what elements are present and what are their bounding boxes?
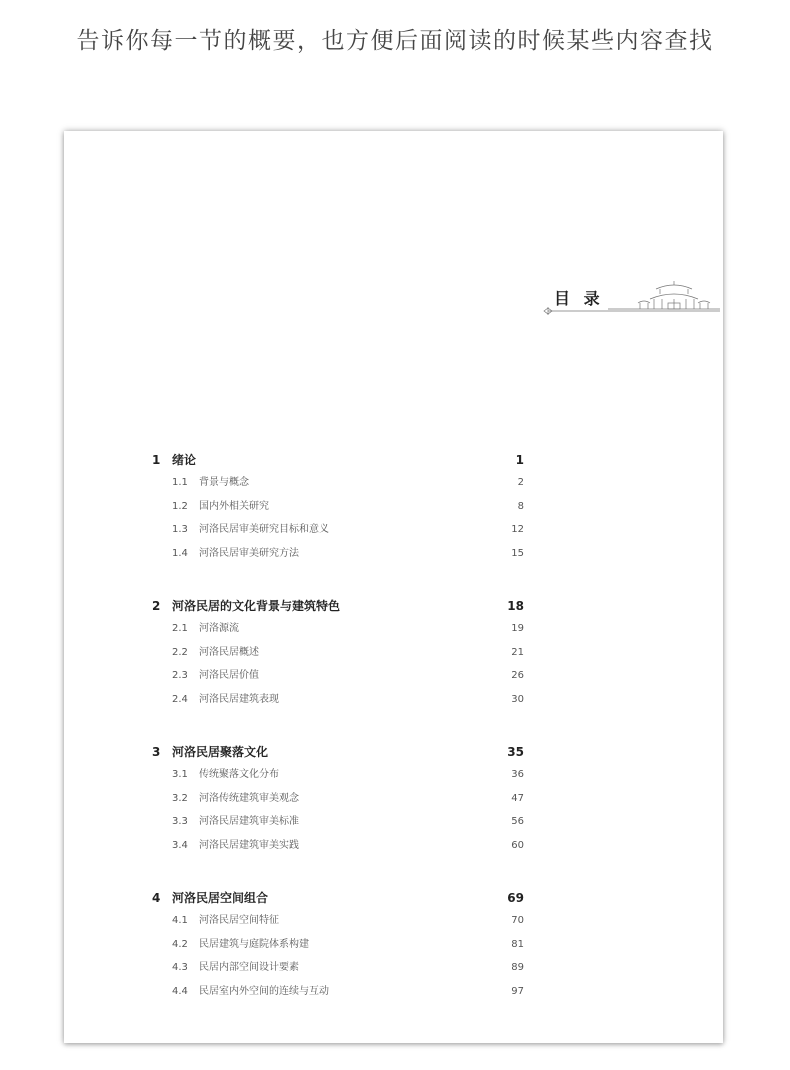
section-entry[interactable]: [152, 495, 524, 519]
section-entry[interactable]: [152, 980, 524, 1004]
chapter-title: 河洛民居的文化背景与建筑特色: [172, 599, 341, 613]
section-page-number: 19: [511, 623, 524, 634]
section-entry[interactable]: [152, 834, 524, 858]
section-number: 1.2: [172, 500, 188, 512]
section-number: 2.2: [172, 646, 188, 658]
section-entry[interactable]: [152, 542, 524, 566]
section-number: 3.1: [172, 769, 188, 780]
section-page-number: 47: [511, 792, 524, 804]
section-title: 民居室内外空间的连续与互动: [199, 985, 329, 997]
section-title: 传统聚落文化分布: [199, 769, 279, 780]
section-entry[interactable]: [152, 956, 524, 980]
chapter-title: 绪论: [172, 453, 197, 467]
section-entry[interactable]: [152, 518, 524, 542]
section-number: 1.1: [172, 477, 188, 488]
section-page-number: 26: [511, 670, 524, 681]
section-entry[interactable]: [152, 909, 524, 933]
section-title: 河洛传统建筑审美观念: [199, 792, 299, 804]
section-page-number: 36: [511, 769, 524, 780]
section-title: 河洛民居价值: [199, 670, 259, 681]
section-page-number: 81: [511, 938, 524, 950]
section-number: 4.4: [172, 985, 188, 997]
section-number: 3.3: [172, 816, 188, 827]
chapter-number: 3: [152, 745, 161, 759]
section-page-number: 89: [511, 962, 524, 973]
section-title: 河洛民居建筑表现: [199, 693, 279, 705]
section-page-number: 97: [511, 985, 524, 997]
section-number: 4.2: [172, 938, 188, 950]
section-page-number: 2: [517, 477, 524, 488]
table-of-contents: [152, 449, 524, 1003]
chapter-page-number: 18: [507, 599, 524, 613]
section-entry[interactable]: [152, 641, 524, 665]
section-page-number: 70: [511, 915, 524, 926]
section-number: 2.3: [172, 670, 188, 681]
section-number: 1.4: [172, 547, 188, 559]
section-title: 河洛民居概述: [199, 646, 259, 658]
section-title: 河洛民居空间特征: [199, 915, 279, 926]
chapter-3: [152, 741, 524, 857]
chapter-1: [152, 449, 524, 565]
chapter-number: 2: [152, 599, 161, 613]
section-page-number: 60: [511, 839, 524, 851]
section-entry[interactable]: [152, 688, 524, 712]
section-title: 河洛民居建筑审美标准: [199, 816, 299, 827]
section-entry[interactable]: [152, 664, 524, 688]
chapter-title: 河洛民居空间组合: [172, 891, 269, 905]
book-page: [64, 131, 723, 1043]
section-number: 2.1: [172, 623, 188, 634]
section-entry[interactable]: [152, 471, 524, 495]
section-title: 民居内部空间设计要素: [199, 962, 299, 973]
chapter-page-number: 35: [507, 745, 524, 759]
section-number: 1.3: [172, 524, 188, 535]
section-title: 河洛源流: [199, 623, 239, 634]
chapter-4: [152, 887, 524, 1003]
chapter-title: 河洛民居聚落文化: [172, 745, 269, 759]
section-title: 河洛民居建筑审美实践: [199, 839, 299, 851]
section-page-number: 21: [511, 646, 524, 658]
section-title: 国内外相关研究: [199, 500, 269, 512]
chapter-number: 4: [152, 891, 161, 905]
chapter-page-number: 1: [515, 453, 524, 467]
chapter-2: [152, 595, 524, 711]
section-entry[interactable]: [152, 810, 524, 834]
section-number: 3.4: [172, 839, 188, 851]
section-page-number: 15: [511, 547, 524, 559]
section-number: 2.4: [172, 693, 188, 705]
section-page-number: 56: [511, 816, 524, 827]
chapter-heading[interactable]: [152, 741, 524, 763]
chapter-number: 1: [152, 453, 161, 467]
section-number: 4.3: [172, 962, 188, 973]
section-number: 4.1: [172, 915, 188, 926]
section-title: 民居建筑与庭院体系构建: [199, 938, 309, 950]
toc-title: 目 录: [554, 289, 604, 308]
chapter-heading[interactable]: [152, 449, 524, 471]
chapter-heading[interactable]: [152, 887, 524, 909]
section-entry[interactable]: [152, 933, 524, 957]
section-entry[interactable]: [152, 763, 524, 787]
section-title: 背景与概念: [199, 477, 249, 488]
section-page-number: 8: [517, 500, 524, 512]
section-title: 河洛民居审美研究方法: [199, 547, 299, 559]
section-entry[interactable]: [152, 617, 524, 641]
chapter-page-number: 69: [507, 891, 524, 905]
section-entry[interactable]: [152, 787, 524, 811]
section-number: 3.2: [172, 792, 188, 804]
section-title: 河洛民居审美研究目标和意义: [199, 524, 329, 535]
section-page-number: 12: [511, 524, 524, 535]
section-page-number: 30: [511, 693, 524, 705]
chapter-heading[interactable]: [152, 595, 524, 617]
headline: 告诉你每一节的概要，也方便后面阅读的时候某些内容查找: [76, 28, 714, 54]
